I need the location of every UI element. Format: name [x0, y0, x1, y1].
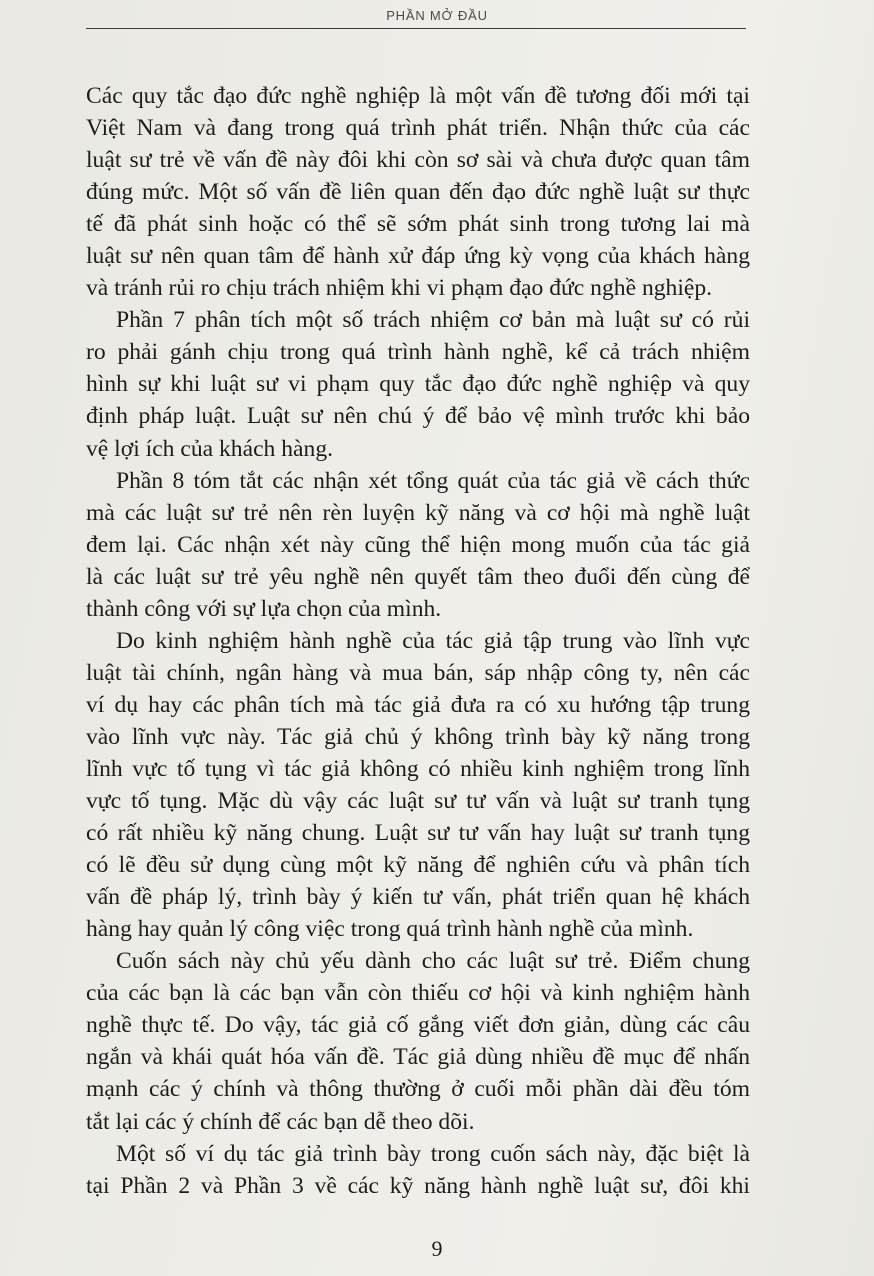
paragraph	[86, 945, 750, 1137]
text-line: ro phải gánh chịu trong quá trình hành nghề, kể cả trách nhiệm	[86, 339, 750, 366]
text-line: mà các luật sư trẻ nên rèn luyện kỹ năng và cơ hội mà nghề luật	[86, 499, 750, 526]
text-line: luật sư trẻ về vấn đề này đôi khi còn sơ sài và chưa được quan tâm	[86, 147, 750, 174]
paragraph	[86, 465, 750, 625]
text-line: vấn đề pháp lý, trình bày ý kiến tư vấn, phát triển quan hệ khách	[86, 884, 750, 911]
text-line: nghề thực tế. Do vậy, tác giả cố gắng viết đơn giản, dùng các câu	[86, 1012, 750, 1039]
text-line: định pháp luật. Luật sư nên chú ý để bảo vệ mình trước khi bảo	[86, 403, 750, 430]
text-line: Phần 7 phân tích một số trách nhiệm cơ bản mà luật sư có rủi	[116, 307, 750, 334]
text-line: Các quy tắc đạo đức nghề nghiệp là một vấn đề tương đối mới tại	[86, 83, 750, 109]
text-line: có rất nhiều kỹ năng chung. Luật sư tư vấn hay luật sư tranh tụng	[86, 820, 750, 847]
text-line: ngắn và khái quát hóa vấn đề. Tác giả dùng nhiều đề mục để nhấn	[86, 1044, 750, 1071]
text-line: hàng hay quản lý công việc trong quá trình hành nghề của mình.	[86, 916, 694, 943]
text-line: tại Phần 2 và Phần 3 về các kỹ năng hành nghề luật sư, đôi khi	[86, 1172, 750, 1199]
text-line: vệ lợi ích của khách hàng.	[86, 435, 334, 462]
text-line: tắt lại các ý chính để các bạn dễ theo dõi.	[86, 1108, 475, 1135]
header-rule	[86, 28, 746, 29]
text-line: lĩnh vực tố tụng vì tác giả không có nhiều kinh nghiệm trong lĩnh	[86, 755, 750, 782]
text-line: Việt Nam và đang trong quá trình phát triển. Nhận thức của các	[86, 115, 750, 142]
body-text	[86, 80, 750, 1202]
paragraph	[86, 304, 750, 464]
text-line: mạnh các ý chính và thông thường ở cuối mỗi phần dài đều tóm	[86, 1076, 750, 1103]
text-line: Do kinh nghiệm hành nghề của tác giả tập trung vào lĩnh vực	[116, 627, 750, 654]
text-line: hình sự khi luật sư vi phạm quy tắc đạo đức nghề nghiệp và quy	[86, 371, 750, 398]
text-line: vực tố tụng. Mặc dù vậy các luật sư tư vấn và luật sư tranh tụng	[86, 788, 750, 815]
paragraph	[86, 625, 750, 945]
text-line: Một số ví dụ tác giả trình bày trong cuốn sách này, đặc biệt là	[116, 1140, 750, 1167]
paragraph	[86, 80, 750, 304]
text-line: của các bạn là các bạn vẫn còn thiếu cơ hội và kinh nghiệm hành	[86, 980, 750, 1007]
text-line: là các luật sư trẻ yêu nghề nên quyết tâm theo đuổi đến cùng để	[86, 563, 750, 590]
running-header: PHẦN MỞ ĐẦU	[386, 8, 488, 23]
text-line: đem lại. Các nhận xét này cũng thể hiện mong muốn của tác giả	[86, 531, 750, 558]
text-line: vào lĩnh vực này. Tác giả chủ ý không trình bày kỹ năng trong	[86, 723, 750, 750]
paragraph	[86, 1138, 750, 1202]
text-line: đúng mức. Một số vấn đề liên quan đến đạo đức nghề luật sư thực	[86, 179, 750, 206]
text-line: Phần 8 tóm tắt các nhận xét tổng quát của tác giả về cách thức	[116, 467, 750, 494]
text-line: Cuốn sách này chủ yếu dành cho các luật sư trẻ. Điểm chung	[116, 948, 750, 975]
text-line: ví dụ hay các phân tích mà tác giả đưa ra có xu hướng tập trung	[86, 691, 750, 718]
text-line: tế đã phát sinh hoặc có thể sẽ sớm phát sinh trong tương lai mà	[86, 211, 750, 238]
text-line: luật tài chính, ngân hàng và mua bán, sáp nhập công ty, nên các	[86, 659, 750, 686]
text-line: có lẽ đều sử dụng cùng một kỹ năng để nghiên cứu và phân tích	[86, 852, 750, 879]
text-line: và tránh rủi ro chịu trách nhiệm khi vi phạm đạo đức nghề nghiệp.	[86, 275, 713, 302]
page-number: 9	[431, 1236, 443, 1261]
text-line: luật sư nên quan tâm để hành xử đáp ứng kỳ vọng của khách hàng	[86, 243, 750, 270]
text-line: thành công với sự lựa chọn của mình.	[86, 595, 442, 622]
